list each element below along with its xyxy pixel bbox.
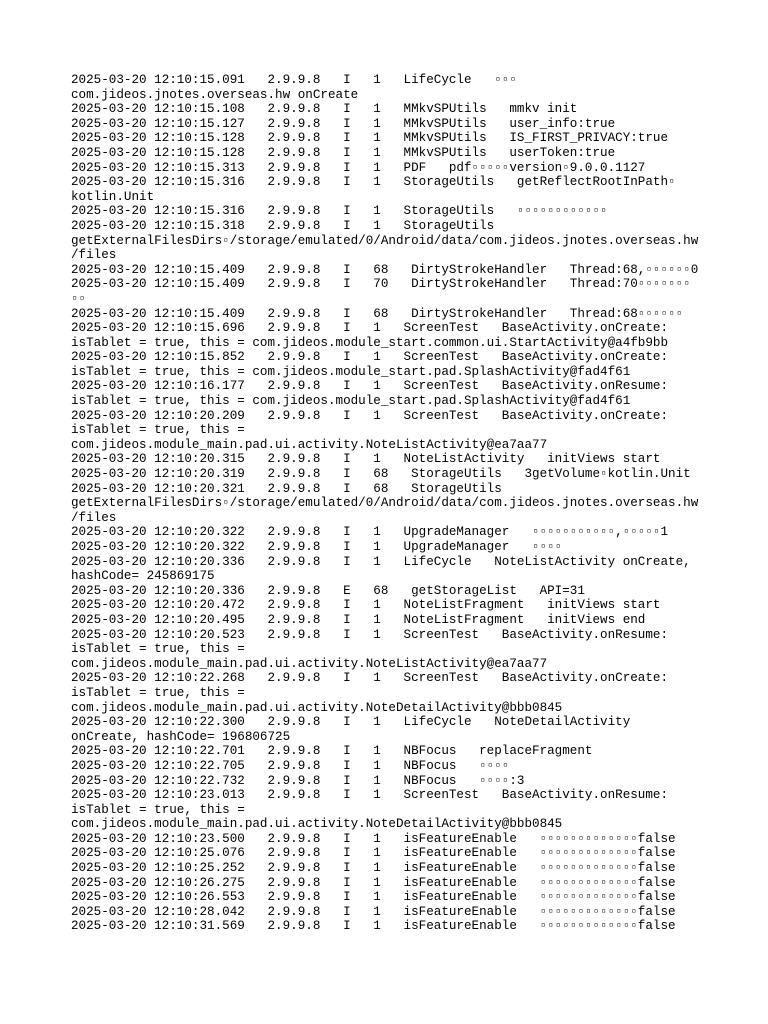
- log-line: com.jideos.jnotes.overseas.hw onCreate: [71, 87, 359, 102]
- log-line: ▫▫: [71, 291, 87, 306]
- log-line: 2025-03-20 12:10:22.268 2.9.9.8 I 1 ScreenTest BaseActivity.onCreate:: [71, 671, 669, 686]
- log-line: 2025-03-20 12:10:15.409 2.9.9.8 I 68 DirtyStrokeHandler Thread:68,▫▫▫▫▫▫0: [71, 262, 699, 277]
- log-line: 2025-03-20 12:10:16.177 2.9.9.8 I 1 ScreenTest BaseActivity.onResume:: [71, 379, 669, 394]
- log-line: com.jideos.module_main.pad.ui.activity.NoteListActivity@ea7aa77: [71, 656, 548, 671]
- log-line: isTablet = true, this =: [71, 642, 245, 657]
- log-line: 2025-03-20 12:10:15.128 2.9.9.8 I 1 MMkvSPUtils IS_FIRST_PRIVACY:true: [71, 131, 669, 146]
- log-line: 2025-03-20 12:10:20.322 2.9.9.8 I 1 UpgradeManager ▫▫▫▫: [71, 540, 563, 554]
- log-line: 2025-03-20 12:10:15.091 2.9.9.8 I 1 LifeCycle ▫▫▫: [71, 73, 517, 87]
- log-line: 2025-03-20 12:10:22.701 2.9.9.8 I 1 NBFocus replaceFragment: [71, 744, 593, 759]
- log-line: 2025-03-20 12:10:26.553 2.9.9.8 I 1 isFeatureEnable ▫▫▫▫▫▫▫▫▫▫▫▫▫false: [71, 890, 676, 905]
- log-line: getExternalFilesDirs▫/storage/emulated/0/Android/data/com.jideos.jnotes.overseas.hw: [71, 233, 699, 248]
- log-line: 2025-03-20 12:10:25.252 2.9.9.8 I 1 isFeatureEnable ▫▫▫▫▫▫▫▫▫▫▫▫▫false: [71, 861, 676, 876]
- log-line: 2025-03-20 12:10:15.409 2.9.9.8 I 68 DirtyStrokeHandler Thread:68▫▫▫▫▫▫: [71, 306, 684, 321]
- log-line: isTablet = true, this = com.jideos.module_start.pad.SplashActivity@fad4f61: [71, 364, 631, 379]
- log-line: 2025-03-20 12:10:20.321 2.9.9.8 I 68 StorageUtils: [71, 481, 502, 496]
- log-line: hashCode= 245869175: [71, 569, 215, 584]
- log-line: /files: [71, 248, 117, 263]
- log-line: 2025-03-20 12:10:15.409 2.9.9.8 I 70 DirtyStrokeHandler Thread:70▫▫▫▫▫▫▫: [71, 277, 691, 292]
- log-line: 2025-03-20 12:10:26.275 2.9.9.8 I 1 isFeatureEnable ▫▫▫▫▫▫▫▫▫▫▫▫▫false: [71, 875, 676, 890]
- log-line: isTablet = true, this =: [71, 423, 245, 438]
- log-line: 2025-03-20 12:10:15.313 2.9.9.8 I 1 PDF pdf▫▫▫▫▫version▫9.0.0.1127: [71, 160, 646, 175]
- log-line: 2025-03-20 12:10:15.128 2.9.9.8 I 1 MMkvSPUtils userToken:true: [71, 145, 616, 160]
- log-line: 2025-03-20 12:10:31.569 2.9.9.8 I 1 isFeatureEnable ▫▫▫▫▫▫▫▫▫▫▫▫▫false: [71, 919, 676, 934]
- log-line: 2025-03-20 12:10:20.209 2.9.9.8 I 1 ScreenTest BaseActivity.onCreate:: [71, 408, 669, 423]
- log-line: 2025-03-20 12:10:15.696 2.9.9.8 I 1 ScreenTest BaseActivity.onCreate:: [71, 321, 669, 336]
- log-line: isTablet = true, this =: [71, 802, 245, 817]
- log-line: com.jideos.module_main.pad.ui.activity.NoteListActivity@ea7aa77: [71, 437, 548, 452]
- log-line: 2025-03-20 12:10:23.013 2.9.9.8 I 1 ScreenTest BaseActivity.onResume:: [71, 788, 669, 803]
- log-line: 2025-03-20 12:10:23.500 2.9.9.8 I 1 isFeatureEnable ▫▫▫▫▫▫▫▫▫▫▫▫▫false: [71, 831, 676, 846]
- log-line: isTablet = true, this = com.jideos.module_start.pad.SplashActivity@fad4f61: [71, 394, 631, 409]
- log-line: 2025-03-20 12:10:15.852 2.9.9.8 I 1 ScreenTest BaseActivity.onCreate:: [71, 350, 669, 365]
- log-line: 2025-03-20 12:10:20.336 2.9.9.8 E 68 getStorageList API=31: [71, 583, 585, 598]
- log-line: getExternalFilesDirs▫/storage/emulated/0/Android/data/com.jideos.jnotes.overseas.hw: [71, 496, 699, 511]
- log-line: 2025-03-20 12:10:20.322 2.9.9.8 I 1 UpgradeManager ▫▫▫▫▫▫▫▫▫▫▫,▫▫▫▫▫1: [71, 525, 669, 540]
- log-line: onCreate, hashCode= 196806725: [71, 729, 291, 744]
- log-line: 2025-03-20 12:10:22.705 2.9.9.8 I 1 NBFocus ▫▫▫▫: [71, 758, 510, 773]
- log-line: com.jideos.module_main.pad.ui.activity.NoteDetailActivity@bbb0845: [71, 817, 563, 832]
- log-line: 2025-03-20 12:10:15.316 2.9.9.8 I 1 StorageUtils getReflectRootInPath▫: [71, 175, 676, 190]
- log-line: kotlin.Unit: [71, 189, 155, 204]
- log-line: 2025-03-20 12:10:15.316 2.9.9.8 I 1 StorageUtils ▫▫▫▫▫▫▫▫▫▫▫▫: [71, 204, 608, 219]
- log-line: 2025-03-20 12:10:20.319 2.9.9.8 I 68 StorageUtils 3getVolume▫kotlin.Unit: [71, 467, 691, 482]
- log-line: com.jideos.module_main.pad.ui.activity.NoteDetailActivity@bbb0845: [71, 700, 563, 715]
- log-line: 2025-03-20 12:10:20.315 2.9.9.8 I 1 NoteListActivity initViews start: [71, 452, 661, 467]
- log-line: 2025-03-20 12:10:28.042 2.9.9.8 I 1 isFeatureEnable ▫▫▫▫▫▫▫▫▫▫▫▫▫false: [71, 904, 676, 919]
- log-line: 2025-03-20 12:10:22.300 2.9.9.8 I 1 LifeCycle NoteDetailActivity: [71, 715, 631, 730]
- log-line: 2025-03-20 12:10:15.108 2.9.9.8 I 1 MMkvSPUtils mmkv init: [71, 102, 578, 117]
- log-line: 2025-03-20 12:10:22.732 2.9.9.8 I 1 NBFocus ▫▫▫▫:3: [71, 773, 525, 788]
- log-line: isTablet = true, this =: [71, 685, 245, 700]
- log-line: 2025-03-20 12:10:20.472 2.9.9.8 I 1 NoteListFragment initViews start: [71, 598, 661, 613]
- log-text-block: [71, 73, 711, 934]
- log-line: /files: [71, 510, 117, 525]
- log-line: isTablet = true, this = com.jideos.module_start.common.ui.StartActivity@a4fb9bb: [71, 335, 669, 350]
- log-line: 2025-03-20 12:10:15.318 2.9.9.8 I 1 StorageUtils: [71, 218, 495, 233]
- log-line: 2025-03-20 12:10:20.495 2.9.9.8 I 1 NoteListFragment initViews end: [71, 612, 646, 627]
- log-line: 2025-03-20 12:10:20.336 2.9.9.8 I 1 LifeCycle NoteListActivity onCreate,: [71, 554, 691, 569]
- log-line: 2025-03-20 12:10:25.076 2.9.9.8 I 1 isFeatureEnable ▫▫▫▫▫▫▫▫▫▫▫▫▫false: [71, 846, 676, 861]
- log-line: 2025-03-20 12:10:15.127 2.9.9.8 I 1 MMkvSPUtils user_info:true: [71, 116, 616, 131]
- log-line: 2025-03-20 12:10:20.523 2.9.9.8 I 1 ScreenTest BaseActivity.onResume:: [71, 627, 669, 642]
